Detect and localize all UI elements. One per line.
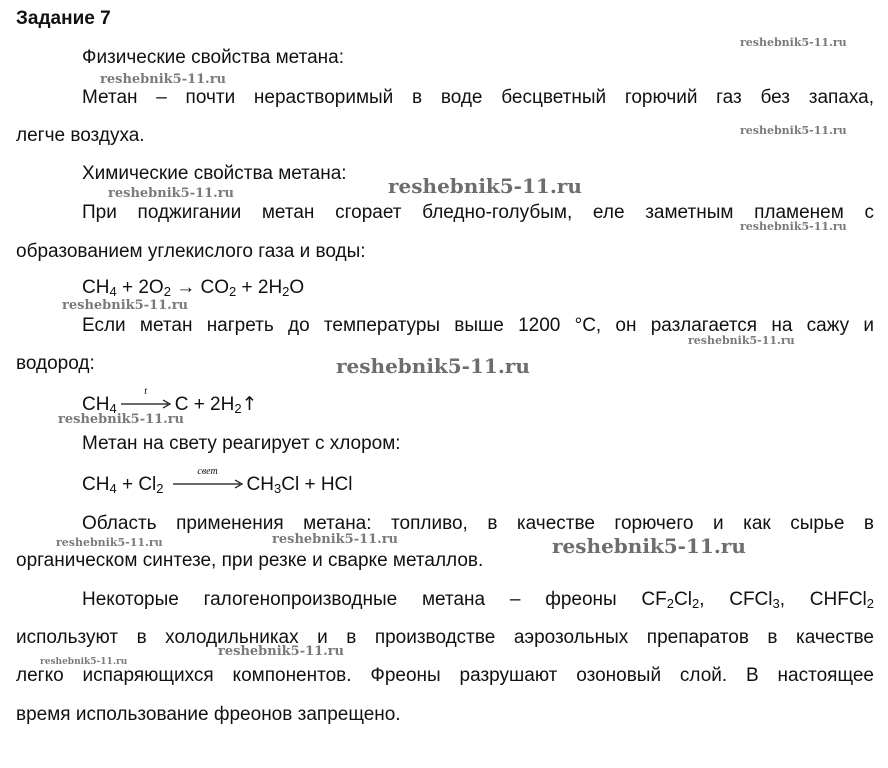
freons-line-2: используют в холодильниках и в производстве аэрозольных препаратов в качестве [16, 627, 874, 648]
watermark: reshebnik5-11.ru [100, 72, 227, 87]
watermark: reshebnik5-11.ru [336, 354, 530, 378]
task-title: Задание 7 [16, 8, 111, 29]
decomposition-line-2: водород: [16, 353, 95, 374]
watermark: reshebnik5-11.ru [56, 536, 163, 549]
reaction-arrow: t [120, 392, 172, 412]
physical-heading: Физические свойства метана: [82, 47, 345, 68]
chlorination-equation: $CH_4 + Cl_2$ свет $CH_3Cl$ + HCl [82, 466, 353, 496]
watermark: reshebnik5-11.ru [218, 644, 345, 659]
decomposition-line-1: Если метан нагреть до температуры выше 1200 °C, он разлагается на сажу и [82, 315, 874, 336]
watermark: reshebnik5-11.ru [108, 186, 235, 201]
application-line-2: органическом синтезе, при резке и сварке металлов. [16, 550, 484, 571]
watermark: reshebnik5-11.ru [388, 174, 582, 198]
combustion-equation: $CH_4 + 2O_2 \to CO_2 + 2H_2O$ [82, 277, 305, 299]
freons-line-1: Некоторые галогенопроизводные метана – фреоны $CF_2Cl_2$, CFCl$_3$, CHFCl$_2$ [82, 589, 874, 611]
freons-line-3: легко испаряющихся компонентов. Фреоны разрушают озоновый слой. В настоящее [16, 665, 874, 686]
chlorine-text: Метан на свету реагирует с хлором: [82, 433, 401, 454]
watermark: reshebnik5-11.ru [740, 220, 847, 233]
watermark: reshebnik5-11.ru [740, 124, 847, 137]
watermark: reshebnik5-11.ru [58, 412, 185, 427]
combustion-line-1: При поджигании метан сгорает бледно-голубым, еле заметным пламенем с [82, 202, 874, 223]
watermark: reshebnik5-11.ru [272, 532, 399, 547]
watermark: reshebnik5-11.ru [40, 657, 128, 667]
decomposition-equation: $CH_4$ t $C + 2H_2↑$ [82, 386, 258, 416]
application-line-1: Область применения метана: топливо, в качестве горючего и как сырье в [82, 513, 874, 534]
watermark: reshebnik5-11.ru [552, 534, 746, 558]
freons-line-4: время использование фреонов запрещено. [16, 704, 401, 725]
watermark: reshebnik5-11.ru [740, 36, 847, 49]
watermark: reshebnik5-11.ru [62, 298, 189, 313]
combustion-line-2: образованием углекислого газа и воды: [16, 241, 366, 262]
physical-text-line-1: Метан – почти нерастворимый в воде бесцветный горючий газ без запаха, [82, 87, 874, 108]
physical-text-line-2: легче воздуха. [16, 125, 145, 146]
reaction-arrow: свет [172, 472, 244, 492]
chemical-heading: Химические свойства метана: [82, 163, 347, 184]
watermark: reshebnik5-11.ru [688, 334, 795, 347]
